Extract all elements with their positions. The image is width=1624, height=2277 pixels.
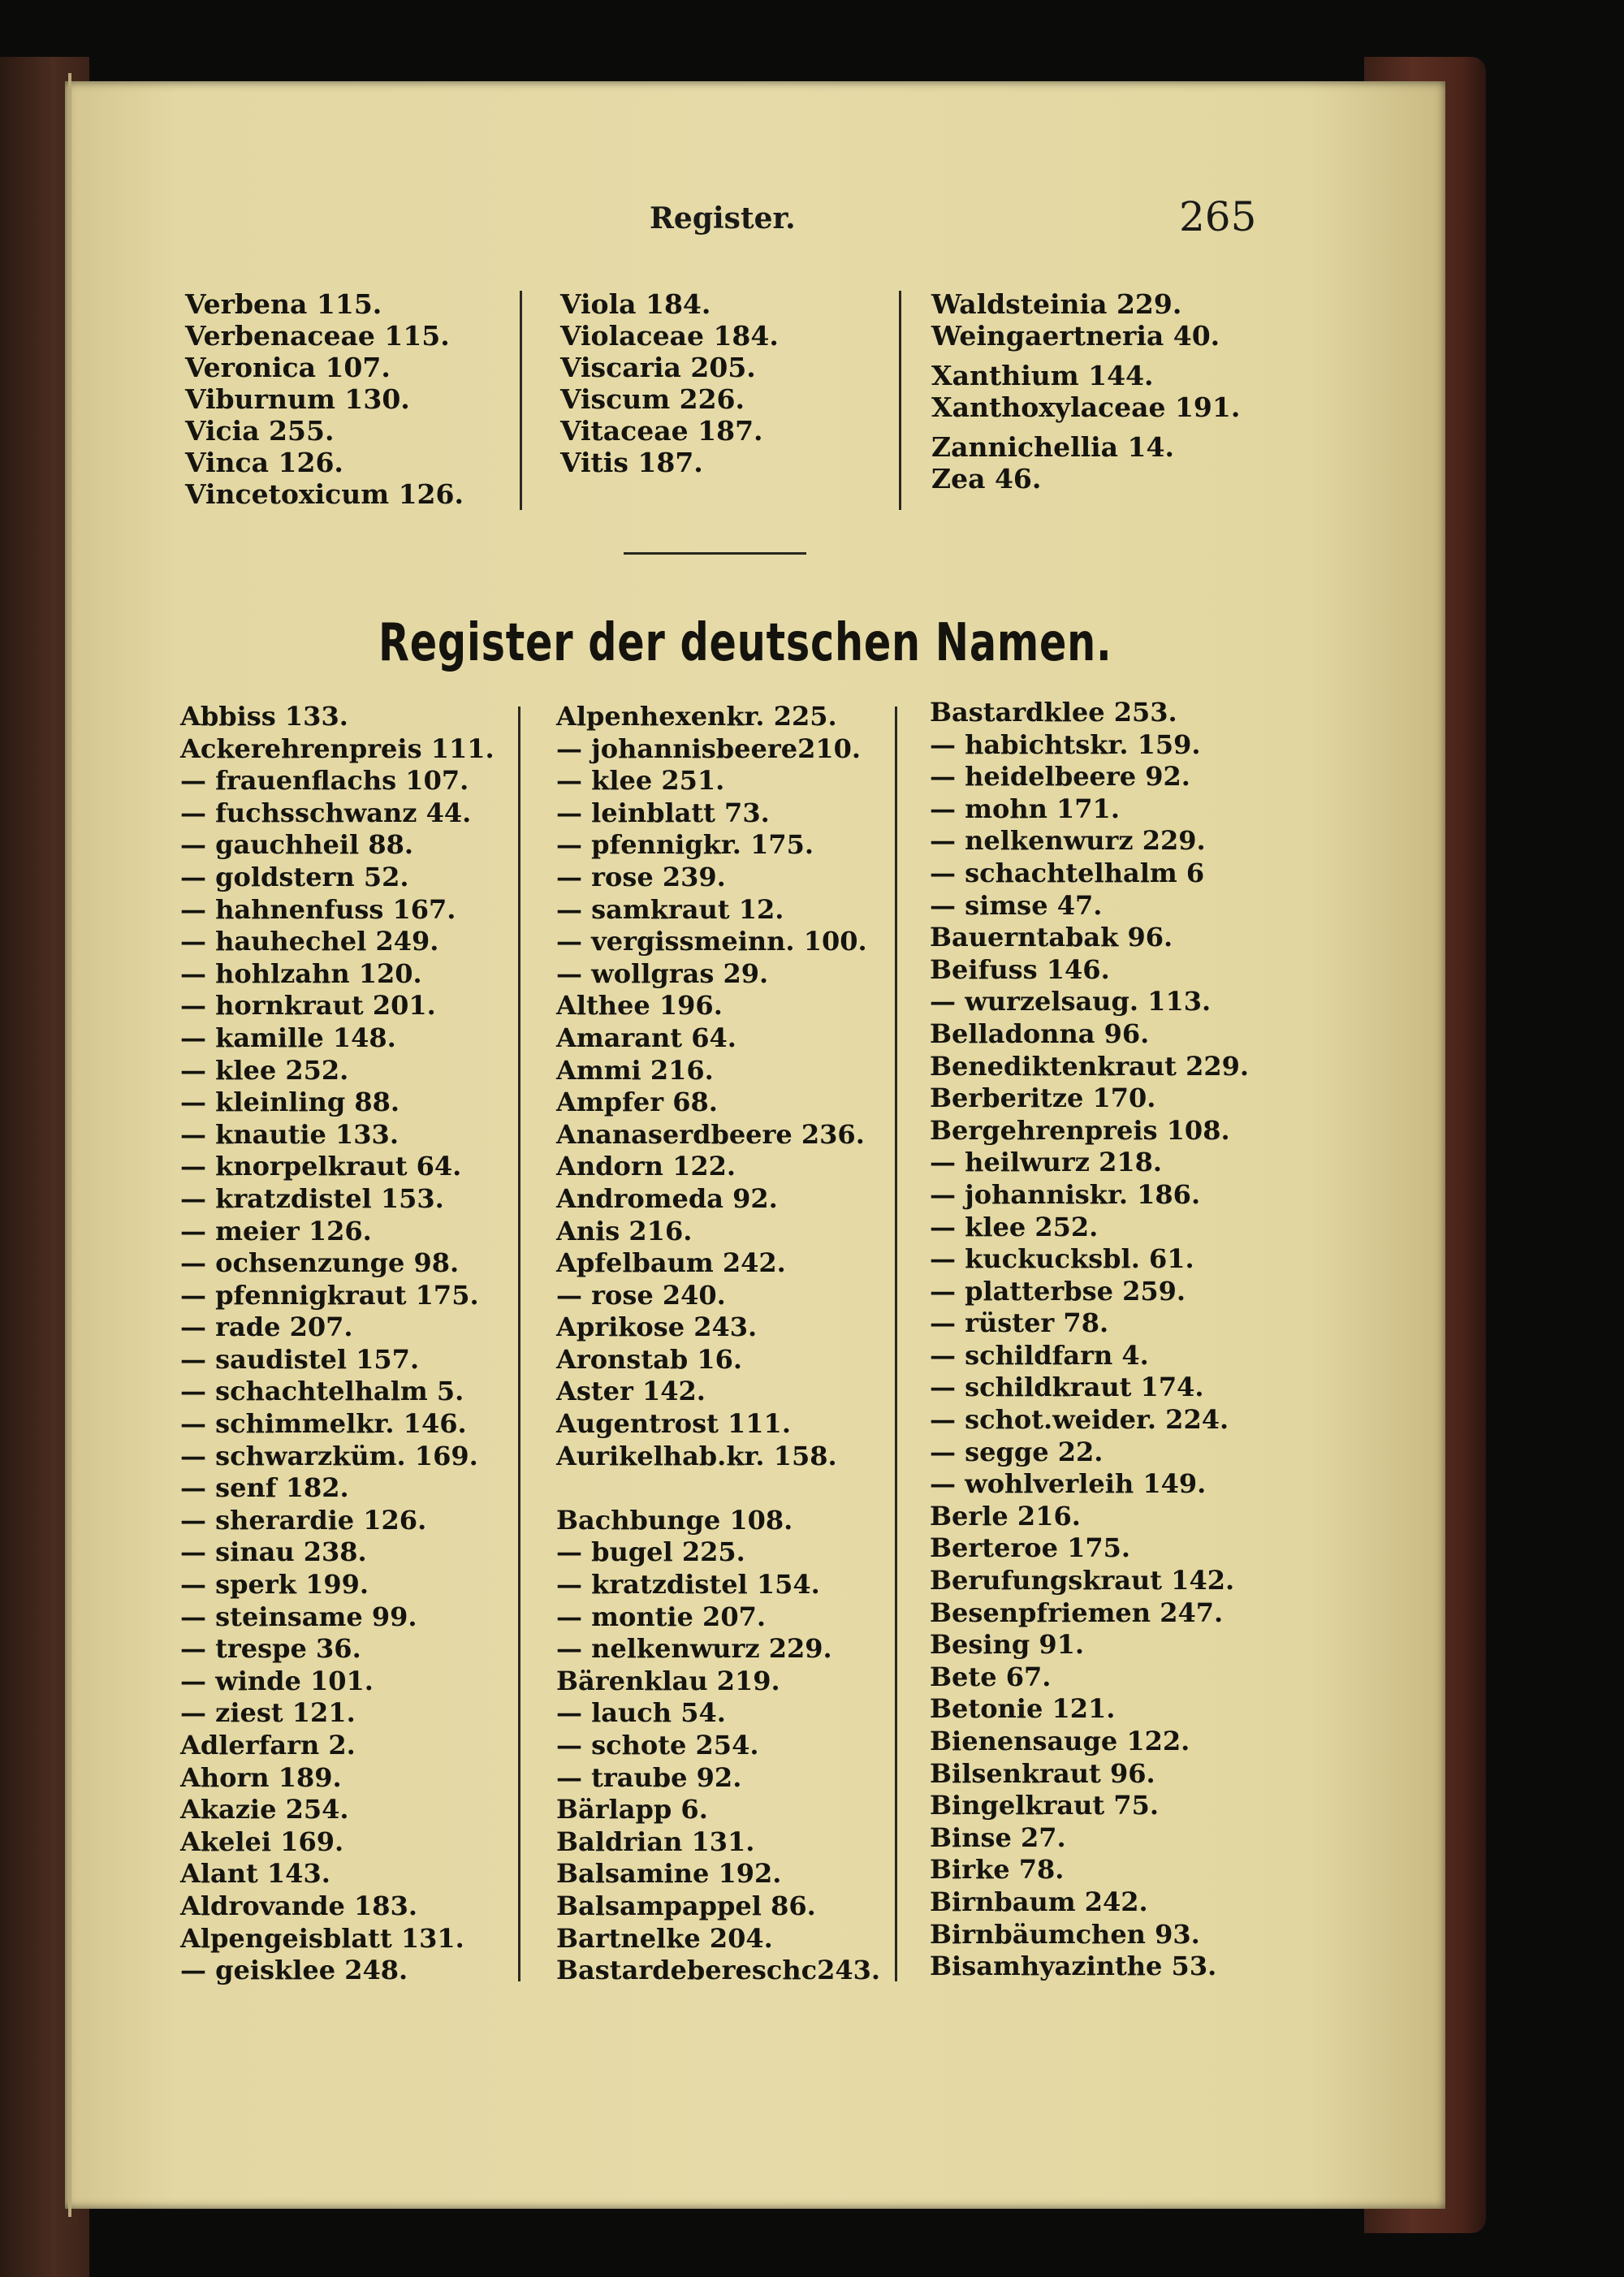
index-entry: — johanniskr. 186. bbox=[930, 1178, 1201, 1210]
index-entry: Ahorn 189. bbox=[180, 1761, 342, 1793]
index-entry: Bingelkraut 75. bbox=[930, 1790, 1159, 1821]
index-entry: Vicia 255. bbox=[185, 415, 335, 447]
index-entry: Althee 196. bbox=[556, 990, 723, 1022]
index-entry: Besing 91. bbox=[930, 1629, 1085, 1661]
index-entry: — goldstern 52. bbox=[180, 861, 409, 892]
index-entry: — kratzdistel 153. bbox=[180, 1182, 444, 1214]
index-entry: — steinsame 99. bbox=[180, 1601, 417, 1632]
index-entry: — hahnenfuss 167. bbox=[180, 893, 456, 925]
index-entry: Augentrost 111. bbox=[556, 1408, 791, 1440]
index-entry: Bastardklee 253. bbox=[930, 697, 1177, 728]
index-entry: — kratzdistel 154. bbox=[556, 1569, 820, 1601]
index-entry: — wollgras 29. bbox=[556, 957, 769, 989]
index-entry: Bärlapp 6. bbox=[556, 1794, 708, 1825]
index-entry: — sherardie 126. bbox=[180, 1504, 427, 1536]
index-entry: Alpenhexenkr. 225. bbox=[556, 701, 837, 732]
index-entry: Besenpfriemen 247. bbox=[930, 1596, 1224, 1628]
index-entry: Balsamine 192. bbox=[556, 1858, 782, 1890]
index-entry: — hornkraut 201. bbox=[180, 990, 436, 1022]
index-entry: — kleinling 88. bbox=[180, 1087, 400, 1118]
index-entry: Ananaserdbeere 236. bbox=[556, 1118, 865, 1150]
index-entry: — schachtelhalm 6 bbox=[930, 857, 1205, 888]
index-entry: Binse 27. bbox=[930, 1821, 1066, 1853]
index-entry: — johannisbeere210. bbox=[556, 732, 862, 764]
page-gutter bbox=[68, 73, 71, 2217]
index-entry: — ochsenzunge 98. bbox=[180, 1247, 460, 1279]
index-entry: Birnbäumchen 93. bbox=[930, 1918, 1200, 1950]
index-entry: — platterbse 259. bbox=[930, 1275, 1186, 1307]
index-entry: Verbena 115. bbox=[185, 288, 382, 320]
index-entry: Apfelbaum 242. bbox=[556, 1247, 786, 1279]
section-separator bbox=[624, 552, 806, 555]
index-entry: — schwarzküm. 169. bbox=[180, 1440, 478, 1471]
index-entry: — knautie 133. bbox=[180, 1118, 399, 1150]
index-entry: Xanthoxylaceae 191. bbox=[931, 391, 1241, 423]
index-entry: Bastardebereschc243. bbox=[556, 1955, 881, 1986]
index-entry: — knorpelkraut 64. bbox=[180, 1151, 462, 1182]
index-entry: — trespe 36. bbox=[180, 1633, 361, 1665]
german-index-column-2 bbox=[556, 701, 880, 1987]
german-index-column-3 bbox=[930, 697, 1249, 1983]
latin-index-column-1 bbox=[185, 288, 464, 510]
index-entry: Bete 67. bbox=[930, 1661, 1052, 1692]
index-entry: Adlerfarn 2. bbox=[180, 1730, 356, 1761]
index-entry: — schimmelkr. 146. bbox=[180, 1408, 467, 1440]
index-entry: — wurzelsaug. 113. bbox=[930, 986, 1212, 1018]
index-entry: Andorn 122. bbox=[556, 1151, 736, 1182]
index-entry: — nelkenwurz 229. bbox=[930, 825, 1206, 857]
index-entry: — rade 207. bbox=[180, 1311, 353, 1343]
index-entry: Weingaertneria 40. bbox=[931, 320, 1220, 352]
index-entry: — klee 251. bbox=[556, 765, 725, 797]
index-entry: Bauerntabak 96. bbox=[930, 922, 1173, 953]
index-entry: — montie 207. bbox=[556, 1601, 766, 1632]
running-head: Register. bbox=[650, 201, 796, 235]
index-entry: — schildfarn 4. bbox=[930, 1339, 1149, 1371]
index-entry: — gauchheil 88. bbox=[180, 829, 414, 861]
index-entry: Violaceae 184. bbox=[560, 320, 779, 352]
index-entry: — rose 240. bbox=[556, 1279, 726, 1311]
index-entry: Amarant 64. bbox=[556, 1022, 736, 1053]
index-entry: — wohlverleih 149. bbox=[930, 1468, 1207, 1500]
index-entry: Waldsteinia 229. bbox=[931, 288, 1182, 320]
index-entry: Viburnum 130. bbox=[185, 383, 410, 415]
column-divider bbox=[899, 291, 901, 510]
index-entry: Zannichellia 14. bbox=[931, 431, 1174, 463]
index-entry: — klee 252. bbox=[930, 1211, 1099, 1242]
index-entry: Bilsenkraut 96. bbox=[930, 1757, 1155, 1789]
index-entry: — ziest 121. bbox=[180, 1697, 356, 1729]
index-entry: — fuchsschwanz 44. bbox=[180, 797, 472, 828]
index-entry: Veronica 107. bbox=[185, 352, 391, 383]
index-entry: — habichtskr. 159. bbox=[930, 728, 1201, 760]
index-entry: Bachbunge 108. bbox=[556, 1504, 793, 1536]
index-entry: — sinau 238. bbox=[180, 1536, 367, 1568]
index-entry: — schachtelhalm 5. bbox=[180, 1376, 464, 1407]
index-entry: — schot.weider. 224. bbox=[930, 1404, 1229, 1436]
index-entry: Berufungskraut 142. bbox=[930, 1565, 1235, 1596]
index-entry: — heilwurz 218. bbox=[930, 1147, 1162, 1178]
index-entry: — traube 92. bbox=[556, 1761, 742, 1793]
column-divider bbox=[520, 291, 522, 510]
index-entry: Vinca 126. bbox=[185, 447, 343, 478]
index-entry: Vitaceae 187. bbox=[560, 415, 763, 447]
index-entry: — samkraut 12. bbox=[556, 893, 784, 925]
index-entry: — meier 126. bbox=[180, 1215, 372, 1247]
index-entry: Alant 143. bbox=[180, 1858, 330, 1890]
index-entry: Baldrian 131. bbox=[556, 1825, 755, 1857]
index-entry: — rose 239. bbox=[556, 861, 726, 892]
page-number: 265 bbox=[1179, 193, 1257, 240]
index-entry: — mohn 171. bbox=[930, 793, 1120, 824]
index-entry: Aurikelhab.kr. 158. bbox=[556, 1440, 837, 1471]
index-entry: Bisamhyazinthe 53. bbox=[930, 1951, 1217, 1982]
index-entry: — nelkenwurz 229. bbox=[556, 1633, 832, 1665]
section-title: Register der deutschen Namen. bbox=[378, 613, 1112, 673]
index-entry: — kuckucksbl. 61. bbox=[930, 1243, 1194, 1275]
index-entry: Akelei 169. bbox=[180, 1825, 344, 1857]
index-entry: Xanthium 144. bbox=[931, 360, 1154, 391]
german-index-column-1 bbox=[180, 701, 495, 1987]
index-entry: Aster 142. bbox=[556, 1376, 706, 1407]
index-entry: Ammi 216. bbox=[556, 1054, 714, 1086]
index-entry: Viola 184. bbox=[560, 288, 711, 320]
index-entry: Aronstab 16. bbox=[556, 1343, 743, 1375]
column-divider bbox=[895, 706, 897, 1981]
index-entry: — winde 101. bbox=[180, 1665, 374, 1696]
index-entry: — pfennigkr. 175. bbox=[556, 829, 814, 861]
index-entry: Alpengeisblatt 131. bbox=[180, 1922, 464, 1954]
index-entry: Verbenaceae 115. bbox=[185, 320, 450, 352]
index-entry: — geisklee 248. bbox=[180, 1955, 408, 1986]
index-entry: Anis 216. bbox=[556, 1215, 693, 1247]
index-entry: Balsampappel 86. bbox=[556, 1890, 816, 1921]
latin-index-column-2 bbox=[560, 288, 779, 478]
index-entry: — lauch 54. bbox=[556, 1697, 726, 1729]
index-entry: Bergehrenpreis 108. bbox=[930, 1114, 1230, 1146]
index-entry: Ackerehrenpreis 111. bbox=[180, 732, 495, 764]
index-entry: — frauenflachs 107. bbox=[180, 765, 469, 797]
index-entry: Benediktenkraut 229. bbox=[930, 1050, 1250, 1082]
index-entry: Bienensauge 122. bbox=[930, 1726, 1190, 1756]
index-entry: Aldrovande 183. bbox=[180, 1890, 417, 1921]
index-entry: Belladonna 96. bbox=[930, 1018, 1150, 1049]
latin-index-column-3 bbox=[931, 288, 1240, 495]
index-entry: Akazie 254. bbox=[180, 1794, 349, 1825]
index-entry: — schote 254. bbox=[556, 1730, 759, 1761]
index-entry: — simse 47. bbox=[930, 889, 1103, 921]
index-entry: Berberitze 170. bbox=[930, 1082, 1156, 1114]
index-entry: — bugel 225. bbox=[556, 1536, 745, 1568]
index-entry: Viscaria 205. bbox=[560, 352, 756, 383]
index-entry: Berle 216. bbox=[930, 1500, 1081, 1532]
index-entry: — schildkraut 174. bbox=[930, 1372, 1204, 1403]
index-entry: — senf 182. bbox=[180, 1472, 349, 1504]
index-entry: Betonie 121. bbox=[930, 1693, 1116, 1725]
index-entry: — rüster 78. bbox=[930, 1307, 1109, 1339]
index-entry: — vergissmeinn. 100. bbox=[556, 926, 867, 957]
index-entry: Birnbaum 242. bbox=[930, 1886, 1148, 1917]
index-entry: — sperk 199. bbox=[180, 1569, 369, 1601]
index-entry: — klee 252. bbox=[180, 1054, 349, 1086]
index-entry: Vitis 187. bbox=[560, 447, 703, 478]
index-entry: — kamille 148. bbox=[180, 1022, 396, 1053]
letter-gap bbox=[556, 1472, 880, 1505]
index-entry: Zea 46. bbox=[931, 463, 1042, 495]
column-divider bbox=[518, 706, 520, 1981]
index-entry: Berteroe 175. bbox=[930, 1532, 1131, 1564]
index-entry: — segge 22. bbox=[930, 1436, 1104, 1467]
index-entry: Aprikose 243. bbox=[556, 1311, 758, 1343]
index-entry: — leinblatt 73. bbox=[556, 797, 770, 828]
index-entry: — hohlzahn 120. bbox=[180, 957, 422, 989]
index-entry: — heidelbeere 92. bbox=[930, 761, 1190, 793]
index-entry: Abbiss 133. bbox=[180, 701, 348, 732]
index-entry: Bartnelke 204. bbox=[556, 1922, 773, 1954]
index-entry: Beifuss 146. bbox=[930, 953, 1110, 985]
index-entry: Bärenklau 219. bbox=[556, 1665, 780, 1696]
index-entry: Ampfer 68. bbox=[556, 1087, 718, 1118]
index-entry: Viscum 226. bbox=[560, 383, 745, 415]
index-entry: Birke 78. bbox=[930, 1854, 1065, 1886]
index-entry: Andromeda 92. bbox=[556, 1182, 778, 1214]
index-entry: — pfennigkraut 175. bbox=[180, 1279, 479, 1311]
index-entry: — hauhechel 249. bbox=[180, 926, 439, 957]
index-entry: Vincetoxicum 126. bbox=[185, 478, 464, 510]
index-entry: — saudistel 157. bbox=[180, 1343, 420, 1375]
